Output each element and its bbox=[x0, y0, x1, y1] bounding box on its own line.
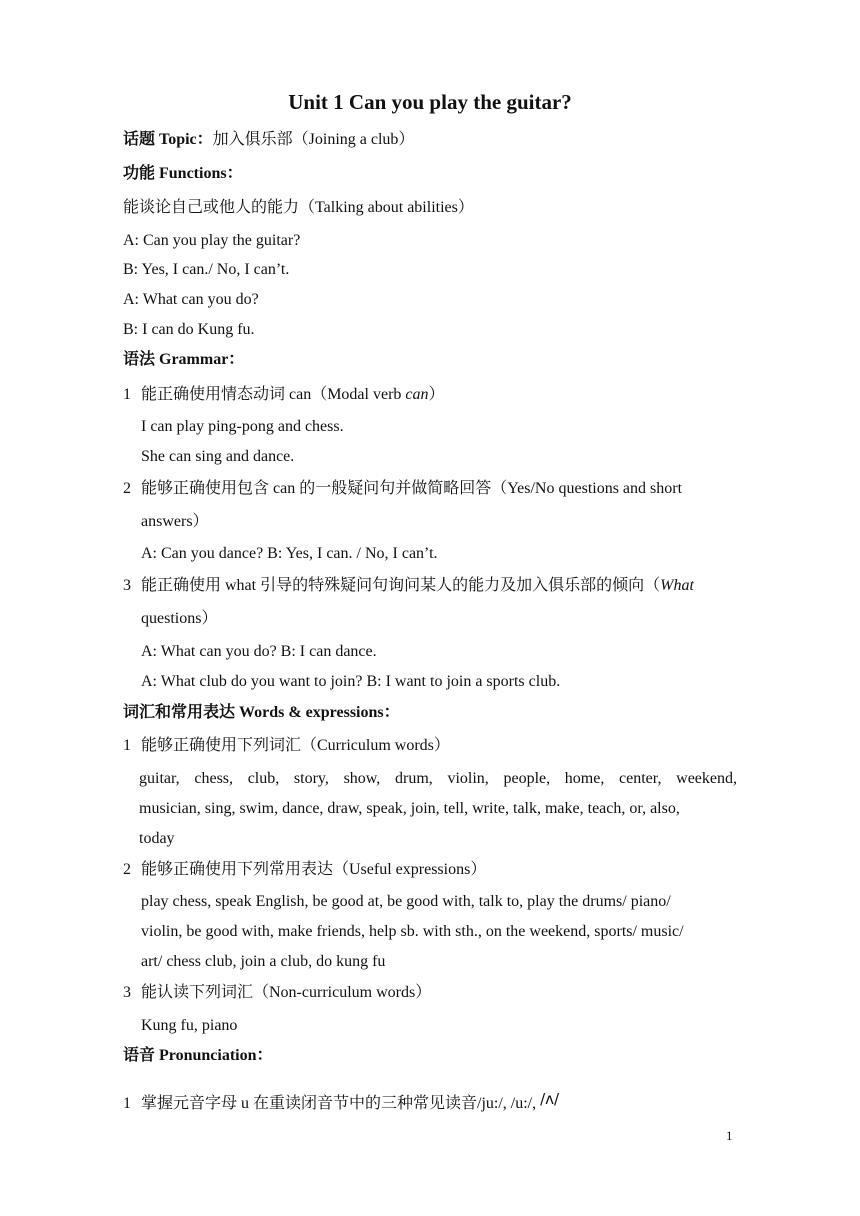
item-text: 能够正确使用下列词汇（Curriculum words） bbox=[141, 737, 450, 754]
item-text-continuation: answers） bbox=[141, 513, 209, 530]
item-text: 能够正确使用下列常用表达（Useful expressions） bbox=[141, 861, 487, 878]
words-heading: 词汇和常用表达 Words & expressions： bbox=[123, 704, 400, 721]
word-list-line: Kung fu, piano bbox=[141, 1017, 238, 1034]
expression-list-line: art/ chess club, join a club, do kung fu bbox=[141, 953, 386, 970]
item-text: 能正确使用 what 引导的特殊疑问句询问某人的能力及加入俱乐部的倾向（ bbox=[141, 577, 661, 594]
item-number: 2 bbox=[123, 861, 131, 878]
item-text: 能正确使用情态动词 can（Modal verb bbox=[141, 386, 406, 403]
item-number: 1 bbox=[123, 737, 131, 754]
pronunciation-heading: 语音 Pronunciation： bbox=[123, 1047, 273, 1064]
word-list-line: guitar, chess, club, story, show, drum, violin, people, home, center, weekend, bbox=[139, 770, 737, 787]
phonetic-symbol: /ʌ/ bbox=[540, 1090, 560, 1108]
expression-list-line: violin, be good with, make friends, help sb. with sth., on the weekend, sports/ music/ bbox=[141, 923, 684, 940]
item-number: 1 bbox=[123, 1095, 131, 1112]
grammar-item-2 bbox=[123, 479, 682, 499]
topic-label: 话题 Topic： bbox=[123, 131, 213, 148]
pronunciation-item-1 bbox=[123, 1090, 560, 1114]
item-number: 3 bbox=[123, 577, 131, 594]
page-title: Unit 1 Can you play the guitar? bbox=[288, 90, 572, 114]
functions-intro: 能谈论自己或他人的能力（Talking about abilities） bbox=[123, 199, 474, 216]
item-text-continuation: questions） bbox=[141, 610, 218, 627]
words-item-1 bbox=[123, 736, 450, 756]
grammar-item-1 bbox=[123, 385, 445, 405]
item-text: 掌握元音字母 u 在重读闭音节中的三种常见读音/ju:/, /u:/, bbox=[141, 1095, 541, 1112]
expression-list-line: play chess, speak English, be good at, be good with, talk to, play the drums/ piano/ bbox=[141, 893, 671, 910]
item-text-italic: can bbox=[405, 386, 429, 403]
dialogue-line: A: What can you do? bbox=[123, 291, 259, 308]
example-line: A: What can you do? B: I can dance. bbox=[141, 643, 377, 660]
item-text: 能认读下列词汇（Non-curriculum words） bbox=[141, 984, 432, 1001]
example-line: She can sing and dance. bbox=[141, 448, 295, 465]
page-number: 1 bbox=[726, 1128, 733, 1143]
dialogue-line: A: Can you play the guitar? bbox=[123, 232, 301, 249]
topic-value: 加入俱乐部（Joining a club） bbox=[212, 131, 415, 148]
item-number: 2 bbox=[123, 480, 131, 497]
example-line: A: What club do you want to join? B: I want to join a sports club. bbox=[141, 673, 561, 690]
word-list-line: musician, sing, swim, dance, draw, speak, join, tell, write, talk, make, teach, or, also, bbox=[139, 800, 680, 817]
words-item-2 bbox=[123, 860, 486, 880]
item-text: ） bbox=[428, 386, 445, 403]
functions-heading: 功能 Functions： bbox=[123, 165, 243, 182]
grammar-heading: 语法 Grammar： bbox=[123, 351, 245, 368]
item-text-italic: What bbox=[660, 577, 694, 594]
example-line: I can play ping-pong and chess. bbox=[141, 418, 344, 435]
item-text: 能够正确使用包含 can 的一般疑问句并做简略回答（Yes/No questions and short bbox=[141, 480, 683, 497]
grammar-item-3 bbox=[123, 576, 694, 596]
item-number: 3 bbox=[123, 984, 131, 1001]
dialogue-line: B: I can do Kung fu. bbox=[123, 321, 255, 338]
item-number: 1 bbox=[123, 386, 131, 403]
words-item-3 bbox=[123, 983, 431, 1003]
topic-line bbox=[123, 130, 414, 150]
example-line: A: Can you dance? B: Yes, I can. / No, I can’t. bbox=[141, 545, 438, 562]
dialogue-line: B: Yes, I can./ No, I can’t. bbox=[123, 261, 290, 278]
word-list-line: today bbox=[139, 830, 175, 847]
